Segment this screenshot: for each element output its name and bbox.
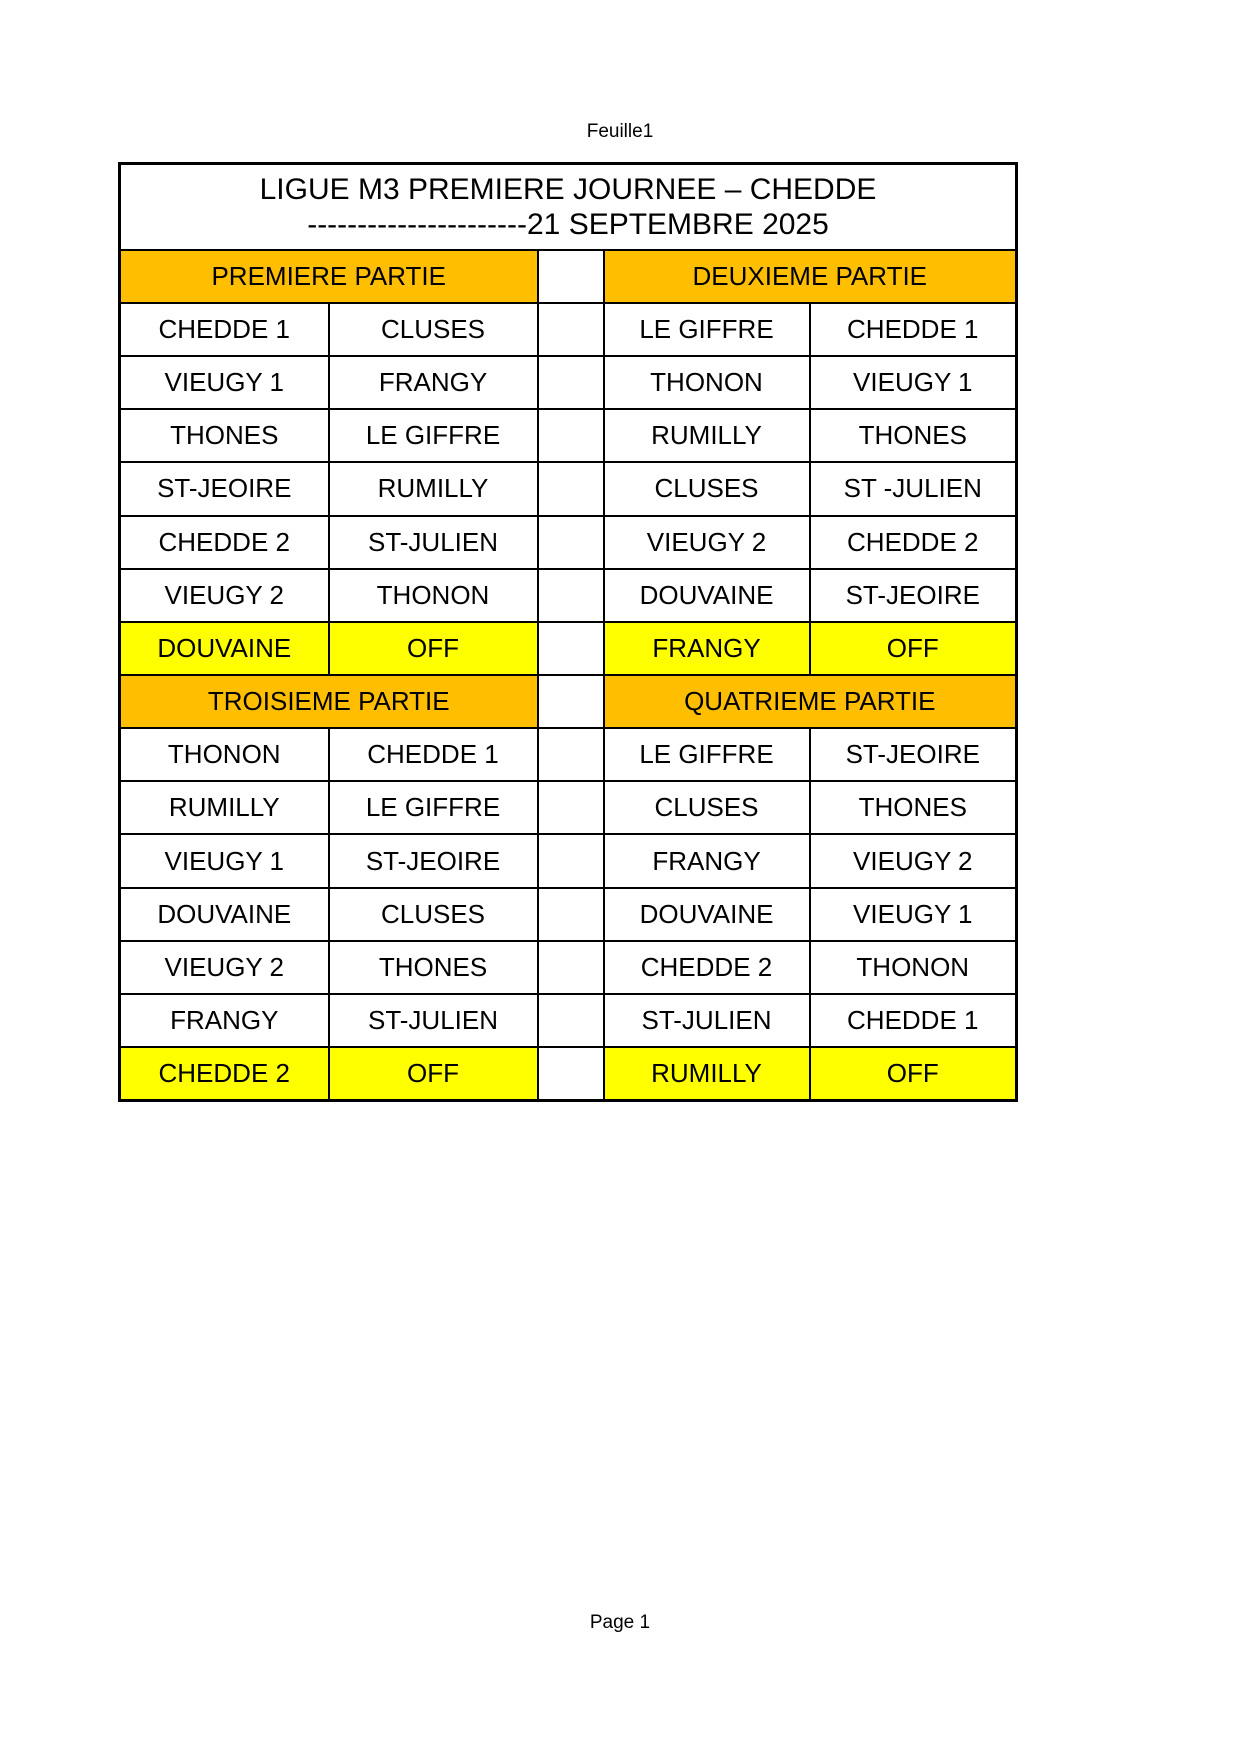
team-cell: RUMILLY — [329, 462, 538, 515]
team-cell: FRANGY — [120, 994, 329, 1047]
page-number: Page 1 — [589, 1612, 651, 1633]
off-label-cell: OFF — [329, 622, 538, 675]
team-cell: ST-JEOIRE — [329, 834, 538, 887]
team-cell: VIEUGY 1 — [810, 356, 1017, 409]
spacer-cell — [538, 888, 604, 941]
spacer-cell — [538, 781, 604, 834]
team-cell: ST -JULIEN — [810, 462, 1017, 515]
part-header-row — [120, 250, 1017, 303]
team-cell: ST-JEOIRE — [810, 728, 1017, 781]
off-row — [120, 622, 1017, 675]
spacer-cell — [538, 250, 604, 303]
match-row — [120, 409, 1017, 462]
spacer-cell — [538, 675, 604, 728]
spacer-cell — [538, 569, 604, 622]
team-cell: VIEUGY 2 — [120, 569, 329, 622]
team-cell: CHEDDE 1 — [120, 303, 329, 356]
match-row — [120, 994, 1017, 1047]
spacer-cell — [538, 941, 604, 994]
table-title — [120, 164, 1017, 250]
off-team-cell: CHEDDE 2 — [120, 1047, 329, 1100]
match-row — [120, 356, 1017, 409]
team-cell: THONES — [810, 409, 1017, 462]
title-row — [120, 164, 1017, 250]
off-team-cell: RUMILLY — [604, 1047, 810, 1100]
off-label-cell: OFF — [329, 1047, 538, 1100]
match-row — [120, 516, 1017, 569]
team-cell: LE GIFFRE — [604, 303, 810, 356]
team-cell: ST-JULIEN — [329, 516, 538, 569]
team-cell: THONON — [810, 941, 1017, 994]
team-cell: CHEDDE 1 — [810, 303, 1017, 356]
schedule-table — [118, 162, 1018, 1102]
team-cell: CLUSES — [329, 303, 538, 356]
spacer-cell — [538, 409, 604, 462]
team-cell: CLUSES — [329, 888, 538, 941]
spacer-cell — [538, 1047, 604, 1100]
spacer-cell — [538, 303, 604, 356]
team-cell: THONON — [604, 356, 810, 409]
match-row — [120, 569, 1017, 622]
match-row — [120, 462, 1017, 515]
team-cell: VIEUGY 1 — [120, 356, 329, 409]
spacer-cell — [538, 994, 604, 1047]
team-cell: LE GIFFRE — [329, 781, 538, 834]
team-cell: THONES — [810, 781, 1017, 834]
title-line-1: LIGUE M3 PREMIERE JOURNEE – CHEDDE — [259, 172, 877, 206]
spacer-cell — [538, 622, 604, 675]
part-title: QUATRIEME PARTIE — [604, 675, 1017, 728]
match-row — [120, 728, 1017, 781]
team-cell: DOUVAINE — [604, 569, 810, 622]
team-cell: LE GIFFRE — [329, 409, 538, 462]
match-row — [120, 303, 1017, 356]
team-cell: RUMILLY — [604, 409, 810, 462]
match-row — [120, 941, 1017, 994]
team-cell: VIEUGY 1 — [120, 834, 329, 887]
team-cell: ST-JULIEN — [329, 994, 538, 1047]
title-line-2: ----------------------21 SEPTEMBRE 2025 — [307, 207, 829, 241]
team-cell: DOUVAINE — [604, 888, 810, 941]
spacer-cell — [538, 462, 604, 515]
team-cell: CHEDDE 2 — [810, 516, 1017, 569]
team-cell: VIEUGY 2 — [604, 516, 810, 569]
team-cell: VIEUGY 1 — [810, 888, 1017, 941]
team-cell: THONES — [120, 409, 329, 462]
off-team-cell: DOUVAINE — [120, 622, 329, 675]
schedule-body — [120, 164, 1017, 1101]
team-cell: DOUVAINE — [120, 888, 329, 941]
part-header-row — [120, 675, 1017, 728]
team-cell: THONON — [329, 569, 538, 622]
team-cell: THONON — [120, 728, 329, 781]
team-cell: CLUSES — [604, 781, 810, 834]
part-title: PREMIERE PARTIE — [120, 250, 538, 303]
spacer-cell — [538, 356, 604, 409]
team-cell: CLUSES — [604, 462, 810, 515]
team-cell: CHEDDE 1 — [329, 728, 538, 781]
team-cell: FRANGY — [329, 356, 538, 409]
team-cell: FRANGY — [604, 834, 810, 887]
match-row — [120, 834, 1017, 887]
sheet-name: Feuille1 — [586, 121, 654, 142]
team-cell: CHEDDE 2 — [604, 941, 810, 994]
part-title: TROISIEME PARTIE — [120, 675, 538, 728]
team-cell: ST-JULIEN — [604, 994, 810, 1047]
team-cell: CHEDDE 2 — [120, 516, 329, 569]
team-cell: VIEUGY 2 — [120, 941, 329, 994]
team-cell: VIEUGY 2 — [810, 834, 1017, 887]
spacer-cell — [538, 516, 604, 569]
team-cell: LE GIFFRE — [604, 728, 810, 781]
team-cell: THONES — [329, 941, 538, 994]
spacer-cell — [538, 834, 604, 887]
off-label-cell: OFF — [810, 1047, 1017, 1100]
off-team-cell: FRANGY — [604, 622, 810, 675]
part-title: DEUXIEME PARTIE — [604, 250, 1017, 303]
spacer-cell — [538, 728, 604, 781]
match-row — [120, 781, 1017, 834]
team-cell: ST-JEOIRE — [120, 462, 329, 515]
team-cell: RUMILLY — [120, 781, 329, 834]
match-row — [120, 888, 1017, 941]
off-row — [120, 1047, 1017, 1100]
team-cell: CHEDDE 1 — [810, 994, 1017, 1047]
team-cell: ST-JEOIRE — [810, 569, 1017, 622]
off-label-cell: OFF — [810, 622, 1017, 675]
